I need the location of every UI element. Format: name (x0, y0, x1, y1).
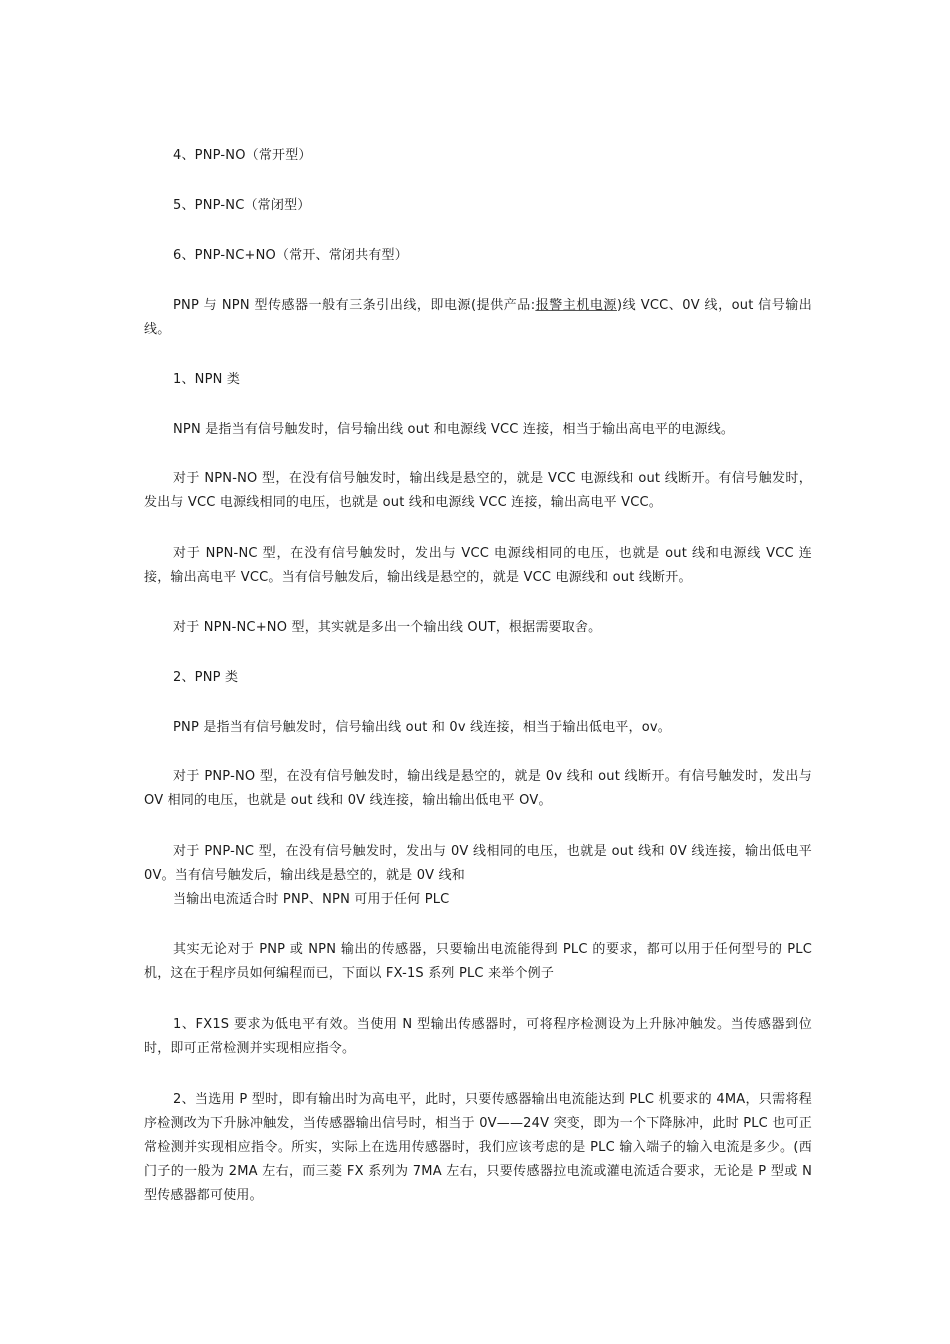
text-line: 2、当选用 P 型时，即有输出时为高电平，此时，只要传感器输出电流能达到 PLC 机要求的 4MA，只需将程序检测改为下升脉冲触发，当传感器输出信号时，相当于 0V——24V 突变，即为一个下降脉冲，此时 PLC 也可正常检测并实现相应指令。所实，实际上在选用传感器时，我们应该考虑的是 PLC 输入端子的输入电流是多少。(西门子的一般为 2MA 左右，而三菱 FX 系列为 7MA 左右，只要传感器拉电流或灌电流适合要求，无论是 P 型或 N 型传感器都可使用。 (144, 1092, 812, 1203)
paragraph-plc-general (144, 938, 812, 986)
text-line: 对于 PNP-NO 型，在没有信号触发时，输出线是悬空的，就是 0v 线和 out 线断开。有信号触发时，发出与 OV 相同的电压，也就是 out 线和 0V 线连接，输出输出低电平 OV。 (144, 769, 812, 808)
text-line: 对于 NPN-NC+NO 型，其实就是多出一个输出线 OUT，根据需要取舍。 (173, 620, 602, 635)
paragraph-npn-definition (144, 418, 812, 442)
paragraph-npn-nc (144, 542, 812, 590)
text-line: 当输出电流适合时 PNP、NPN 可用于任何 PLC (173, 892, 450, 907)
section-heading-npn (144, 368, 812, 392)
paragraph-pnp-nc (144, 840, 812, 912)
paragraph-fx1s-npn (144, 1013, 812, 1061)
paragraph-pnp-no (144, 765, 812, 813)
text-line: 5、PNP-NC（常闭型） (173, 198, 311, 213)
text-line: 对于 NPN-NC 型，在没有信号触发时，发出与 VCC 电源线相同的电压，也就是 out 线和电源线 VCC 连接，输出高电平 VCC。当有信号触发后，输出线是悬空的，就是 VCC 电源线和 out 线断开。 (144, 546, 812, 585)
text-line: PNP 是指当有信号触发时，信号输出线 out 和 0v 线连接，相当于输出低电平，ov。 (173, 720, 671, 735)
list-item-pnp-nc (144, 194, 812, 218)
text-line: 其实无论对于 PNP 或 NPN 输出的传感器，只要输出电流能得到 PLC 的要求，都可以用于任何型号的 PLC 机，这在于程序员如何编程而已，下面以 FX-1S 系列 PLC 来举个例子 (144, 942, 812, 981)
list-item-pnp-no (144, 144, 812, 168)
text-line: 2、PNP 类 (173, 670, 239, 685)
text-line: 1、NPN 类 (173, 372, 241, 387)
paragraph-npn-nc-no (144, 616, 812, 640)
paragraph-three-wires (144, 294, 812, 342)
text-line: 对于 PNP-NC 型，在没有信号触发时，发出与 0V 线相同的电压，也就是 out 线和 0V 线连接，输出低电平 0V。当有信号触发后，输出线是悬空的，就是 0V 线和 (144, 844, 812, 883)
text-line: 对于 NPN-NO 型，在没有信号触发时，输出线是悬空的，就是 VCC 电源线和 out 线断开。有信号触发时，发出与 VCC 电源线相同的电压，也就是 out 线和电源线 VCC 连接，输出高电平 VCC。 (144, 471, 812, 510)
section-heading-pnp (144, 666, 812, 690)
text-span: )线 VCC、0V 线，out 信号输出线。 (144, 298, 812, 337)
product-link[interactable]: 报警主机电源 (535, 298, 617, 313)
text-line: NPN 是指当有信号触发时，信号输出线 out 和电源线 VCC 连接，相当于输出高电平的电源线。 (173, 422, 735, 437)
text-line: 4、PNP-NO（常开型） (173, 148, 312, 163)
list-item-pnp-nc-no (144, 244, 812, 268)
paragraph-pnp-selection (144, 1088, 812, 1208)
text-line: 1、FX1S 要求为低电平有效。当使用 N 型输出传感器时，可将程序检测设为上升脉冲触发。当传感器到位时，即可正常检测并实现相应指令。 (144, 1017, 812, 1056)
paragraph-npn-no (144, 467, 812, 515)
paragraph-pnp-definition (144, 716, 812, 740)
text-line: 6、PNP-NC+NO（常开、常闭共有型） (173, 248, 408, 263)
text-span: PNP 与 NPN 型传感器一般有三条引出线，即电源(提供产品: (173, 298, 536, 313)
